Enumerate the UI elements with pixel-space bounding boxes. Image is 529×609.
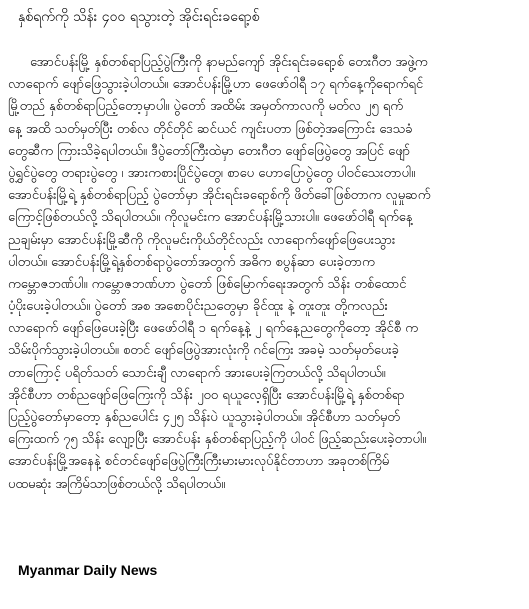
article-line: တွေဆီက ကြားသိခဲ့ရပါတယ်။ ဒီပွဲတော်ကြီးထဲမှာ တေးဂီတ ဖျော်ဖြေပွဲတွေ အပြင် ဖျော် bbox=[8, 143, 411, 159]
article-line: ညချမ်းမှာ အောင်ပန်းမြို့ဆီကို ကိုလူမင်းကိုယ်တိုင်လည်း လာရောက်ဖျော်ဖြေပေးသွား bbox=[8, 232, 396, 248]
article-line: မြို့တည် နှစ်တစ်ရာပြည့်တော့မှာပါ။ ပွဲတော် အထိမ်း အမှတ်ကာလကို မတ်လ ၂၅ ရက် bbox=[8, 99, 404, 115]
article-line: ကမ္ဘောဇဘဏ်ပါ။ ကမ္ဘောဇဘဏ်ဟာ ပွဲတော် ဖြစ်မြောက်ရေးအတွက် သိန်း တစ်ထောင် bbox=[8, 276, 407, 292]
article-line: အောင်ပန်းမြို့ နှစ်တစ်ရာပြည့်ပွဲကြီးကို နာမည်ကျော် အိုင်းရင်းခရော့စ် တေးဂီတ အဖွဲ့က bbox=[30, 55, 428, 70]
article-title: နှစ်ရက်ကို သိန်း ၄၀၀ ရသွားတဲ့ အိုင်းရင်းခရော့စ် bbox=[18, 9, 260, 25]
article-line: လာရောက် ဖျော်ဖြေသွားခဲ့ပါတယ်။ အောင်ပန်းမြို့ဟာ ဖေဖော်ဝါရီ ၁၇ ရက်နေ့ကိုရောက်ရင် bbox=[8, 77, 424, 93]
article-line: ပြည့်ပွဲတော်မှာတော့ နှစ်ညပေါင်း ၄၂၅ သိန်းပဲ ယူသွားခဲ့ပါတယ်။ အိုင်စီဟာ သတ်မှတ် bbox=[8, 410, 400, 425]
article-line: အောင်ပန်းမြို့ရဲ့ နှစ်တစ်ရာပြည့် ပွဲတော်မှာ အိုင်းရင်းခရော့စ်ကို ဖိတ်ခေါ်ဖြစ်တာက လူမှုဆက် bbox=[8, 188, 431, 204]
source-credit: Myanmar Daily News bbox=[18, 562, 158, 578]
article-line: အောင်ပန်းမြို့အနေနဲ့ စင်တင်ဖျော်ဖြေပွဲကြီးကြီးမားမားလုပ်နိုင်တာဟာ အခုတစ်ကြိမ် bbox=[8, 454, 390, 470]
article-line: ကြေးထက် ၇၅ သိန်း လျော့ပြီး အောင်ပန်း နှစ်တစ်ရာပြည့်ကို ပါဝင် ဖြည့်ဆည်းပေးခဲ့တာပါ။ bbox=[8, 432, 427, 448]
article-line: ကြောင့်ဖြစ်တယ်လို့ သိရပါတယ်။ ကိုလူမင်းက အောင်ပန်းမြို့သားပါ။ ဖေဖော်ဝါရီ ရက်နေ့ bbox=[8, 210, 413, 226]
article-line: တာကြောင့် ပရိတ်သတ် သောင်းချီ လာရောက် အားပေးခဲ့ကြတယ်လို့ သိရပါတယ်။ bbox=[8, 365, 386, 381]
article-line: သိမ်းပိုက်သွားခဲ့ပါတယ်။ စတင် ဖျော်ဖြေပွဲအားလုံးကို ဂင်ကြေး အခမဲ့ သတ်မှတ်ပေးခဲ့ bbox=[8, 343, 399, 359]
article-line: ပွဲရွှင်ပွဲတွေ တရားပွဲတွေ ၊ အားကစားပြိုင်ပွဲတွေ၊ စာပေ ဟောပြောပွဲတွေ ပါဝင်သေးတာပါ။ bbox=[8, 165, 416, 181]
article-line: ပံ့ပိုးပေးခဲ့ပါတယ်။ ပွဲတော် အစ အစောပိုင်းညတွေမှာ ခိုင်ထူး နဲ့ တူးတူး တို့ကလည်း bbox=[8, 299, 388, 315]
article-body bbox=[8, 52, 520, 496]
article-line: ပါတယ်။ အောင်ပန်းမြို့ရဲ့နှစ်တစ်ရာပွဲတော်အတွက် အဓိက စပွန်ဆာ ပေးခဲ့တာက bbox=[8, 254, 375, 270]
article-line: အိုင်စီဟာ တစ်ညဖျော်ဖြေကြေးကို သိန်း ၂၀၀ ရယူလေ့ရှိပြီး အောင်ပန်းမြို့ရဲ့ နှစ်တစ်ရာ bbox=[8, 387, 405, 403]
article-line: လာရောက် ဖျော်ဖြေပေးခဲ့ပြီး ဖေဖော်ဝါရီ ၁ ရက်နေ့နဲ့ ၂ ရက်နေ့ညတွေကိုတော့ အိုင်စီ က bbox=[8, 321, 418, 337]
article-line: ပထမဆုံး အကြိမ်သာဖြစ်တယ်လို့ သိရပါတယ်။ bbox=[8, 476, 226, 492]
article-line: နေ့ အထိ သတ်မှတ်ပြီး တစ်လ တိုင်တိုင် ဆင်ယင် ကျင်းပတာ ဖြစ်တဲ့အကြောင်း ဒေသခံ bbox=[8, 121, 413, 137]
